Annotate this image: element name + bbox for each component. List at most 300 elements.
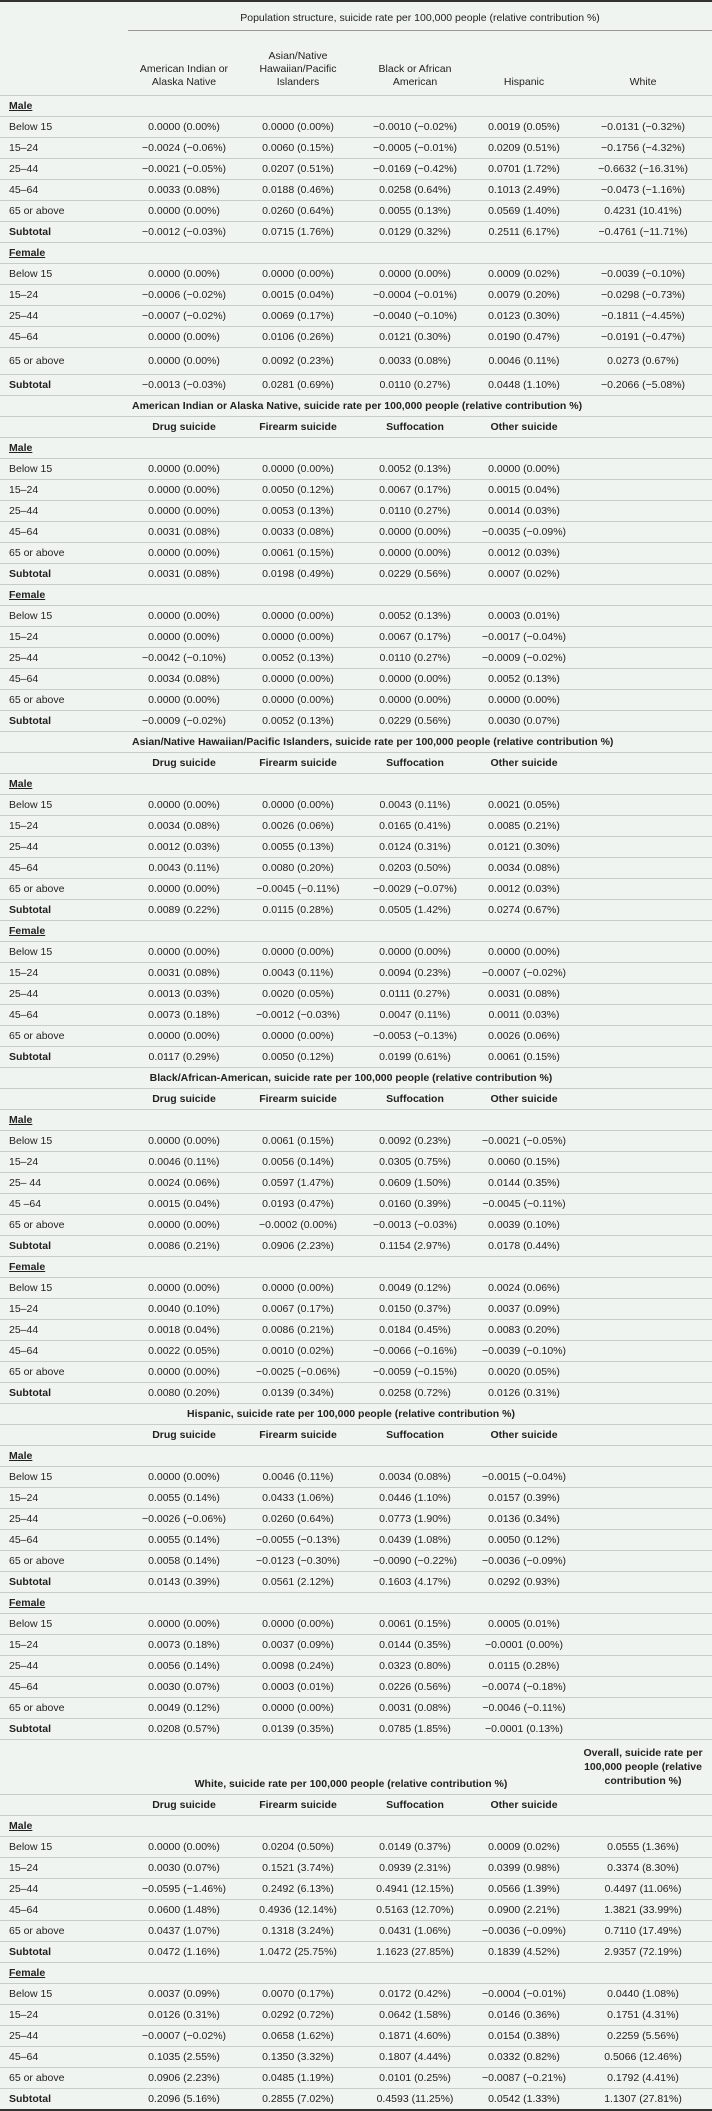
value-cell: 0.0046 (0.11%) <box>240 1467 356 1488</box>
value-cell: 0.0080 (0.20%) <box>240 858 356 879</box>
main-title: Population structure, suicide rate per 100,000 people (relative contribution %) <box>128 1 712 31</box>
age-group-label: 15–24 <box>0 2005 128 2026</box>
value-cell: 0.0055 (0.13%) <box>240 837 356 858</box>
age-group-label: 65 or above <box>0 1215 128 1236</box>
value-cell: 0.0000 (0.00%) <box>128 1215 240 1236</box>
column-header: Firearm suicide <box>240 1425 356 1446</box>
value-cell: −0.0087 (−0.21%) <box>474 2068 574 2089</box>
value-cell: 0.0000 (0.00%) <box>474 459 574 480</box>
subtotal-row <box>0 1572 712 1593</box>
table-row <box>0 1341 712 1362</box>
age-group-label: 65 or above <box>0 1551 128 1572</box>
age-group-label: Below 15 <box>0 795 128 816</box>
value-cell: 0.0033 (0.08%) <box>240 522 356 543</box>
age-group-label: 25–44 <box>0 501 128 522</box>
column-header: Drug suicide <box>128 1795 240 1816</box>
value-cell: 0.0052 (0.13%) <box>240 648 356 669</box>
value-cell: 0.0067 (0.17%) <box>356 480 474 501</box>
value-cell: 0.0089 (0.22%) <box>128 900 240 921</box>
value-cell: 0.0226 (0.56%) <box>356 1677 474 1698</box>
age-group-label: 15–24 <box>0 480 128 501</box>
value-cell: 0.0292 (0.93%) <box>474 1572 574 1593</box>
group-header-row <box>0 1446 712 1467</box>
group-header-row <box>0 1593 712 1614</box>
subtotal-row <box>0 375 712 396</box>
value-cell: −0.0036 (−0.09%) <box>474 1921 574 1942</box>
value-cell: 0.0034 (0.08%) <box>356 1467 474 1488</box>
age-group-label: 25–44 <box>0 1509 128 1530</box>
value-cell: 0.0000 (0.00%) <box>128 690 240 711</box>
table-row <box>0 306 712 327</box>
sex-group-text: Female <box>9 589 46 601</box>
value-cell: 0.0000 (0.00%) <box>128 627 240 648</box>
age-group-label: Subtotal <box>0 1236 128 1257</box>
blank-cell <box>0 1795 128 1816</box>
method-column-header-row <box>0 1795 712 1816</box>
value-cell: −0.0169 (−0.42%) <box>356 159 474 180</box>
value-cell: 0.0906 (2.23%) <box>240 1236 356 1257</box>
value-cell <box>574 1194 712 1215</box>
column-header: Hispanic <box>474 31 574 96</box>
table-row <box>0 327 712 348</box>
value-cell: 0.0031 (0.08%) <box>356 1698 474 1719</box>
column-header: American Indian or Alaska Native <box>128 31 240 96</box>
value-cell: 0.0092 (0.23%) <box>356 1131 474 1152</box>
table-row <box>0 1656 712 1677</box>
column-header: Suffocation <box>356 1795 474 1816</box>
value-cell: 0.0178 (0.44%) <box>474 1236 574 1257</box>
value-cell: −0.0039 (−0.10%) <box>474 1341 574 1362</box>
value-cell: −0.0595 (−1.46%) <box>128 1879 240 1900</box>
value-cell: 0.0012 (0.03%) <box>474 879 574 900</box>
value-cell: 0.0188 (0.46%) <box>240 180 356 201</box>
value-cell: −0.0002 (0.00%) <box>240 1215 356 1236</box>
value-cell: 0.0399 (0.98%) <box>474 1858 574 1879</box>
value-cell: −0.0045 (−0.11%) <box>240 879 356 900</box>
value-cell: 0.0031 (0.08%) <box>474 984 574 1005</box>
value-cell: 0.0034 (0.08%) <box>128 816 240 837</box>
value-cell: 0.0000 (0.00%) <box>240 606 356 627</box>
value-cell: 0.0019 (0.05%) <box>474 117 574 138</box>
value-cell: 0.0144 (0.35%) <box>474 1173 574 1194</box>
value-cell: 0.0030 (0.07%) <box>128 1677 240 1698</box>
age-group-label: 45–64 <box>0 327 128 348</box>
value-cell: 0.0193 (0.47%) <box>240 1194 356 1215</box>
age-group-label: Subtotal <box>0 1047 128 1068</box>
age-group-label: 25–44 <box>0 837 128 858</box>
sex-group-label <box>0 96 712 117</box>
value-cell: −0.0035 (−0.09%) <box>474 522 574 543</box>
value-cell: 0.0003 (0.01%) <box>474 606 574 627</box>
value-cell: 0.0061 (0.15%) <box>474 1047 574 1068</box>
age-group-label: 15–24 <box>0 627 128 648</box>
value-cell: −0.0473 (−1.16%) <box>574 180 712 201</box>
value-cell <box>574 459 712 480</box>
value-cell: 0.0015 (0.04%) <box>128 1194 240 1215</box>
sex-group-text: Male <box>9 1820 33 1832</box>
column-header: Drug suicide <box>128 417 240 438</box>
age-group-label: 65 or above <box>0 1921 128 1942</box>
value-cell <box>574 1383 712 1404</box>
value-cell: −0.0004 (−0.01%) <box>474 1984 574 2005</box>
value-cell: 0.0701 (1.72%) <box>474 159 574 180</box>
subtotal-row <box>0 1236 712 1257</box>
value-cell: 0.0273 (0.67%) <box>574 348 712 375</box>
table-row <box>0 285 712 306</box>
value-cell: 0.2492 (6.13%) <box>240 1879 356 1900</box>
section-title: White, suicide rate per 100,000 people (relative contribution %) <box>128 1740 574 1795</box>
group-header-row <box>0 585 712 606</box>
value-cell: 0.0000 (0.00%) <box>356 522 474 543</box>
value-cell: 0.1154 (2.97%) <box>356 1236 474 1257</box>
value-cell: 0.0000 (0.00%) <box>356 543 474 564</box>
table-row <box>0 2047 712 2068</box>
value-cell: 0.0115 (0.28%) <box>240 900 356 921</box>
blank-cell <box>0 753 128 774</box>
table-row <box>0 1173 712 1194</box>
value-cell: 0.0121 (0.30%) <box>474 837 574 858</box>
value-cell: 0.0050 (0.12%) <box>240 1047 356 1068</box>
value-cell: 0.1035 (2.55%) <box>128 2047 240 2068</box>
value-cell: 0.0067 (0.17%) <box>356 627 474 648</box>
table-row <box>0 2005 712 2026</box>
value-cell: 0.0900 (2.21%) <box>474 1900 574 1921</box>
blank-cell <box>0 417 128 438</box>
value-cell <box>574 1005 712 1026</box>
sex-group-label <box>0 774 712 795</box>
age-group-label: 65 or above <box>0 879 128 900</box>
value-cell: 0.0046 (0.11%) <box>474 348 574 375</box>
age-group-label: 25–44 <box>0 1656 128 1677</box>
value-cell: 0.0939 (2.31%) <box>356 1858 474 1879</box>
value-cell: 0.0014 (0.03%) <box>474 501 574 522</box>
value-cell: 0.0000 (0.00%) <box>128 1362 240 1383</box>
value-cell: 0.0126 (0.31%) <box>128 2005 240 2026</box>
value-cell: 0.0060 (0.15%) <box>240 138 356 159</box>
age-group-label: 25–44 <box>0 306 128 327</box>
value-cell <box>574 1509 712 1530</box>
group-header-row <box>0 774 712 795</box>
sex-group-label <box>0 1816 712 1837</box>
value-cell: 0.1751 (4.31%) <box>574 2005 712 2026</box>
age-group-label: 45–64 <box>0 1005 128 1026</box>
table-row <box>0 1299 712 1320</box>
age-group-label: 45–64 <box>0 180 128 201</box>
value-cell: 0.0207 (0.51%) <box>240 159 356 180</box>
subtotal-row <box>0 711 712 732</box>
age-group-label: Subtotal <box>0 711 128 732</box>
age-group-label: 15–24 <box>0 963 128 984</box>
value-cell: 0.0110 (0.27%) <box>356 648 474 669</box>
table-row <box>0 501 712 522</box>
table-row <box>0 264 712 285</box>
value-cell: 0.0020 (0.05%) <box>240 984 356 1005</box>
value-cell: 0.0053 (0.13%) <box>240 501 356 522</box>
table-row <box>0 138 712 159</box>
value-cell: 0.2511 (6.17%) <box>474 222 574 243</box>
age-group-label: Subtotal <box>0 1383 128 1404</box>
section-title: American Indian or Alaska Native, suicide rate per 100,000 people (relative contribution %) <box>128 396 574 417</box>
value-cell <box>574 1698 712 1719</box>
subtotal-row <box>0 1047 712 1068</box>
value-cell: 0.1603 (4.17%) <box>356 1572 474 1593</box>
value-cell: 0.0000 (0.00%) <box>240 942 356 963</box>
table-row <box>0 348 712 375</box>
value-cell <box>574 1677 712 1698</box>
value-cell: 0.0110 (0.27%) <box>356 501 474 522</box>
value-cell: 0.0086 (0.21%) <box>240 1320 356 1341</box>
value-cell <box>574 1026 712 1047</box>
age-group-label: 45–64 <box>0 1900 128 1921</box>
blank-cell <box>574 1425 712 1446</box>
value-cell: −0.0046 (−0.11%) <box>474 1698 574 1719</box>
value-cell: 0.0010 (0.02%) <box>240 1341 356 1362</box>
table-row <box>0 159 712 180</box>
value-cell <box>574 543 712 564</box>
value-cell: 0.0031 (0.08%) <box>128 963 240 984</box>
age-group-label: 65 or above <box>0 348 128 375</box>
value-cell <box>574 1215 712 1236</box>
table-row <box>0 1320 712 1341</box>
column-header: Drug suicide <box>128 1089 240 1110</box>
age-group-label: Below 15 <box>0 117 128 138</box>
table-row <box>0 984 712 1005</box>
group-header-row <box>0 243 712 264</box>
value-cell: 0.0050 (0.12%) <box>240 480 356 501</box>
value-cell: 0.1792 (4.41%) <box>574 2068 712 2089</box>
value-cell <box>574 1131 712 1152</box>
value-cell: −0.2066 (−5.08%) <box>574 375 712 396</box>
sex-group-text: Male <box>9 778 33 790</box>
value-cell: 0.0000 (0.00%) <box>240 669 356 690</box>
value-cell: −0.0001 (0.00%) <box>474 1635 574 1656</box>
value-cell: 0.0101 (0.25%) <box>356 2068 474 2089</box>
age-group-label: 25–44 <box>0 648 128 669</box>
age-group-label: 65 or above <box>0 2068 128 2089</box>
value-cell: 0.1318 (3.24%) <box>240 1921 356 1942</box>
value-cell: 0.0094 (0.23%) <box>356 963 474 984</box>
value-cell: 0.0000 (0.00%) <box>128 201 240 222</box>
value-cell <box>574 900 712 921</box>
value-cell: 0.5066 (12.46%) <box>574 2047 712 2068</box>
age-group-label: Subtotal <box>0 1942 128 1963</box>
method-column-header-row <box>0 417 712 438</box>
value-cell: 0.0003 (0.01%) <box>240 1677 356 1698</box>
table-row <box>0 627 712 648</box>
value-cell: 0.0172 (0.42%) <box>356 1984 474 2005</box>
value-cell: 0.0154 (0.38%) <box>474 2026 574 2047</box>
value-cell: −0.0040 (−0.10%) <box>356 306 474 327</box>
value-cell: 0.0011 (0.03%) <box>474 1005 574 1026</box>
value-cell: 0.0258 (0.72%) <box>356 1383 474 1404</box>
value-cell: 0.0085 (0.21%) <box>474 816 574 837</box>
value-cell: 0.0012 (0.03%) <box>128 837 240 858</box>
table-row <box>0 1005 712 1026</box>
group-header-row <box>0 921 712 942</box>
group-header-row <box>0 1110 712 1131</box>
age-group-label: 15–24 <box>0 816 128 837</box>
column-header: White <box>574 31 712 96</box>
blank-cell <box>0 1425 128 1446</box>
column-header: Other suicide <box>474 1795 574 1816</box>
value-cell: −0.0007 (−0.02%) <box>128 306 240 327</box>
value-cell: 0.0110 (0.27%) <box>356 375 474 396</box>
value-cell: 0.0000 (0.00%) <box>240 1026 356 1047</box>
sex-group-label <box>0 438 712 459</box>
sex-group-label <box>0 585 712 606</box>
value-cell: 0.0437 (1.07%) <box>128 1921 240 1942</box>
value-cell: 0.0274 (0.67%) <box>474 900 574 921</box>
value-cell: 0.0000 (0.00%) <box>240 459 356 480</box>
sex-group-text: Female <box>9 925 46 937</box>
value-cell: −0.0001 (0.13%) <box>474 1719 574 1740</box>
section-title-row <box>0 1068 712 1089</box>
value-cell: 0.0033 (0.08%) <box>356 348 474 375</box>
sex-group-label <box>0 1110 712 1131</box>
value-cell: 0.0031 (0.08%) <box>128 564 240 585</box>
value-cell: −0.0059 (−0.15%) <box>356 1362 474 1383</box>
value-cell <box>574 1236 712 1257</box>
value-cell: 0.2259 (5.56%) <box>574 2026 712 2047</box>
value-cell: 0.0037 (0.09%) <box>240 1635 356 1656</box>
value-cell: 0.0000 (0.00%) <box>128 459 240 480</box>
age-group-label: Below 15 <box>0 1984 128 2005</box>
value-cell: 0.0000 (0.00%) <box>128 795 240 816</box>
value-cell: 0.0037 (0.09%) <box>128 1984 240 2005</box>
age-group-label: 15–24 <box>0 1635 128 1656</box>
value-cell: 0.1839 (4.52%) <box>474 1942 574 1963</box>
age-group-label: Below 15 <box>0 459 128 480</box>
value-cell: 0.2855 (7.02%) <box>240 2089 356 2111</box>
table-row <box>0 1530 712 1551</box>
value-cell <box>574 1299 712 1320</box>
value-cell <box>574 1656 712 1677</box>
group-header-row <box>0 96 712 117</box>
value-cell: 0.0569 (1.40%) <box>474 201 574 222</box>
value-cell: −0.0090 (−0.22%) <box>356 1551 474 1572</box>
value-cell: 0.0049 (0.12%) <box>128 1698 240 1719</box>
column-header: Suffocation <box>356 1425 474 1446</box>
value-cell: −0.0026 (−0.06%) <box>128 1509 240 1530</box>
table-row <box>0 543 712 564</box>
blank-cell <box>574 396 712 417</box>
table-row <box>0 1921 712 1942</box>
table-row <box>0 1131 712 1152</box>
value-cell: −0.4761 (−11.71%) <box>574 222 712 243</box>
value-cell: 0.0129 (0.32%) <box>356 222 474 243</box>
value-cell: 0.0047 (0.11%) <box>356 1005 474 1026</box>
value-cell: 0.0229 (0.56%) <box>356 711 474 732</box>
value-cell <box>574 1467 712 1488</box>
value-cell: 0.0083 (0.20%) <box>474 1320 574 1341</box>
table-row <box>0 1858 712 1879</box>
age-group-label: 15–24 <box>0 1299 128 1320</box>
blank-cell <box>574 417 712 438</box>
value-cell: −0.0009 (−0.02%) <box>474 648 574 669</box>
value-cell: −0.0005 (−0.01%) <box>356 138 474 159</box>
value-cell: 0.0031 (0.08%) <box>128 522 240 543</box>
value-cell <box>574 1173 712 1194</box>
table-row <box>0 606 712 627</box>
age-group-label: 65 or above <box>0 543 128 564</box>
age-group-label: 25–44 <box>0 1320 128 1341</box>
value-cell <box>574 1488 712 1509</box>
age-group-label: 65 or above <box>0 201 128 222</box>
value-cell: 0.0160 (0.39%) <box>356 1194 474 1215</box>
value-cell: 0.0000 (0.00%) <box>128 1614 240 1635</box>
value-cell: 0.0046 (0.11%) <box>128 1152 240 1173</box>
value-cell: 0.0000 (0.00%) <box>474 690 574 711</box>
value-cell: 0.0146 (0.36%) <box>474 2005 574 2026</box>
main-title-row <box>0 1 712 31</box>
table-row <box>0 2026 712 2047</box>
value-cell: 1.1623 (27.85%) <box>356 1942 474 1963</box>
age-group-label: Below 15 <box>0 1837 128 1858</box>
value-cell <box>574 627 712 648</box>
subtotal-row <box>0 1942 712 1963</box>
age-group-label: 45–64 <box>0 2047 128 2068</box>
value-cell: 0.0021 (0.05%) <box>474 795 574 816</box>
value-cell: 0.0642 (1.58%) <box>356 2005 474 2026</box>
blank-cell <box>0 1740 128 1795</box>
value-cell <box>574 606 712 627</box>
value-cell: 0.0117 (0.29%) <box>128 1047 240 1068</box>
value-cell: 0.0000 (0.00%) <box>240 795 356 816</box>
value-cell: 0.0143 (0.39%) <box>128 1572 240 1593</box>
value-cell: 0.0144 (0.35%) <box>356 1635 474 1656</box>
table-row <box>0 795 712 816</box>
value-cell: 0.0485 (1.19%) <box>240 2068 356 2089</box>
value-cell: 0.0260 (0.64%) <box>240 1509 356 1530</box>
table-row <box>0 1614 712 1635</box>
value-cell: 0.0505 (1.42%) <box>356 900 474 921</box>
value-cell <box>574 1572 712 1593</box>
method-column-header-row <box>0 753 712 774</box>
value-cell: −0.0004 (−0.01%) <box>356 285 474 306</box>
value-cell: 0.0126 (0.31%) <box>474 1383 574 1404</box>
table-row <box>0 1152 712 1173</box>
value-cell: −0.0025 (−0.06%) <box>240 1362 356 1383</box>
value-cell: 0.0332 (0.82%) <box>474 2047 574 2068</box>
group-header-row <box>0 1257 712 1278</box>
value-cell <box>574 942 712 963</box>
value-cell: 0.0000 (0.00%) <box>356 942 474 963</box>
column-header: Other suicide <box>474 1089 574 1110</box>
column-header: Firearm suicide <box>240 1795 356 1816</box>
value-cell: 0.0136 (0.34%) <box>474 1509 574 1530</box>
sex-group-text: Female <box>9 1597 46 1609</box>
value-cell: −0.0191 (−0.47%) <box>574 327 712 348</box>
value-cell: 0.0060 (0.15%) <box>474 1152 574 1173</box>
age-group-label: 15–24 <box>0 285 128 306</box>
value-cell: 0.0000 (0.00%) <box>240 1278 356 1299</box>
subtotal-row <box>0 2089 712 2111</box>
value-cell: −0.1811 (−4.45%) <box>574 306 712 327</box>
table-row <box>0 117 712 138</box>
value-cell: 0.0030 (0.07%) <box>128 1858 240 1879</box>
value-cell: 0.0000 (0.00%) <box>128 501 240 522</box>
age-group-label: 45–64 <box>0 858 128 879</box>
value-cell: 0.0609 (1.50%) <box>356 1173 474 1194</box>
value-cell: 0.0000 (0.00%) <box>128 942 240 963</box>
value-cell: 0.0000 (0.00%) <box>240 117 356 138</box>
table-row <box>0 1837 712 1858</box>
value-cell: 0.0000 (0.00%) <box>356 264 474 285</box>
value-cell: 0.0056 (0.14%) <box>128 1656 240 1677</box>
table-row <box>0 1488 712 1509</box>
table-row <box>0 1278 712 1299</box>
blank-cell <box>0 1404 128 1425</box>
